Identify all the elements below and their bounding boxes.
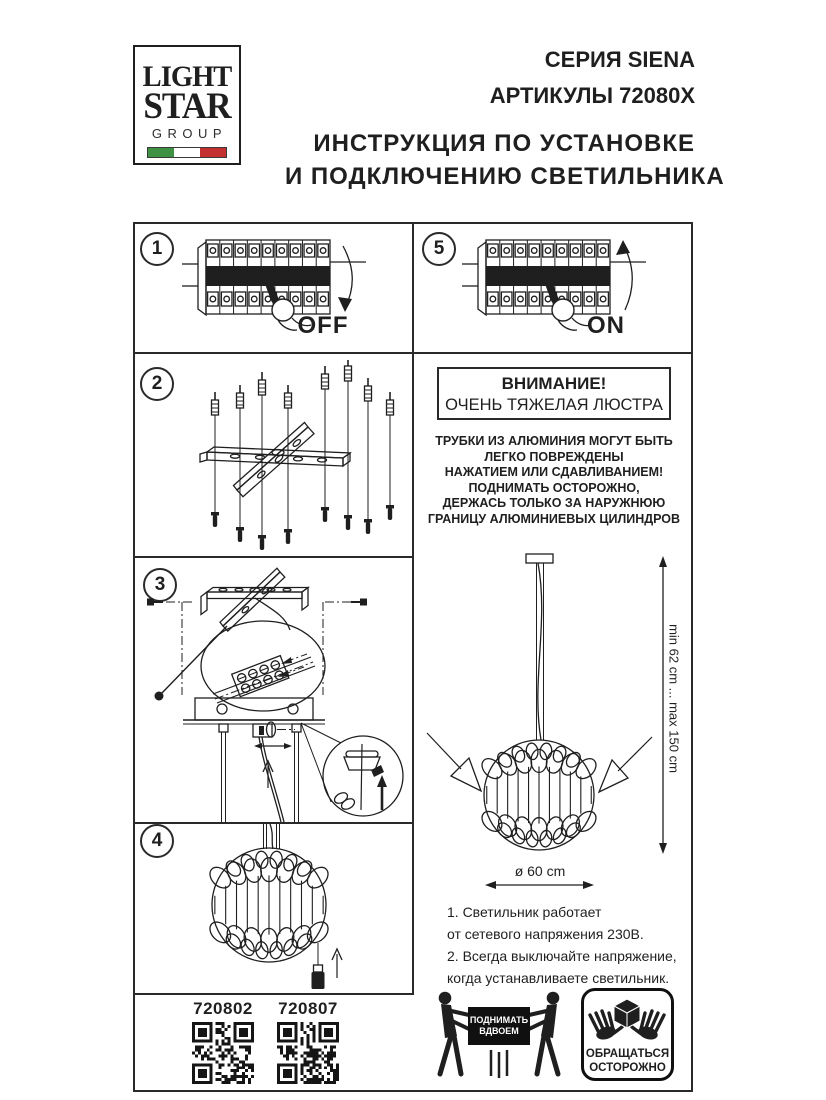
qr-label-720802: 720802 xyxy=(193,999,253,1018)
step-2-marker: 2 xyxy=(140,367,174,401)
qr-code-720802 xyxy=(192,1022,254,1084)
step-4-marker: 4 xyxy=(140,824,174,858)
main-title-line2: И ПОДКЛЮЧЕНИЮ СВЕТИЛЬНИКА xyxy=(285,163,725,190)
hands-holding-box-icon xyxy=(584,995,671,1041)
italian-flag-icon xyxy=(147,147,227,158)
canopy-assembly-drawing xyxy=(135,558,410,822)
warning-box xyxy=(437,367,671,420)
logo-word-light: LIGHT xyxy=(142,60,232,93)
document-header xyxy=(285,42,725,193)
note-line: когда устанавливаете светильник. xyxy=(447,970,670,986)
note-line: 1. Светильник работает xyxy=(447,904,602,920)
articles-title: АРТИКУЛЫ 72080X xyxy=(489,83,695,108)
off-label: OFF xyxy=(297,312,349,339)
step-1-marker: 1 xyxy=(140,232,174,266)
logo-word-star: STAR xyxy=(143,86,231,127)
care-label-line1: ОБРАЩАТЬСЯ xyxy=(585,1048,670,1060)
chandelier-dimensions-drawing xyxy=(415,548,693,900)
warning-line: ТРУБКИ ИЗ АЛЮМИНИЯ МОГУТ БЫТЬ xyxy=(435,434,673,448)
height-dimension-label: min 62 cm ... max 150 cm xyxy=(666,624,682,773)
note-line: 2. Всегда выключайте напряжение, xyxy=(447,948,677,964)
qr-code-720807 xyxy=(277,1022,339,1084)
lift-label-line1: ПОДНИМАТЬ xyxy=(469,1015,529,1025)
column-divider xyxy=(412,224,414,995)
bracket-anchors-drawing xyxy=(140,360,405,552)
warning-line: ЛЕГКО ПОВРЕЖДЕНЫ xyxy=(484,449,624,464)
series-title: СЕРИЯ SIENA xyxy=(544,47,695,72)
warning-line: НАЖАТИЕМ ИЛИ СДАВЛИВАНИЕМ! xyxy=(444,465,664,479)
warning-text xyxy=(418,434,690,527)
usage-notes xyxy=(447,901,697,989)
handle-with-care-badge xyxy=(581,988,674,1081)
logo-word-group: GROUP xyxy=(151,126,228,141)
lift-label-line2: ВДВОЕМ xyxy=(479,1026,519,1036)
warning-subtitle: ОЧЕНЬ ТЯЖЕЛАЯ ЛЮСТРА xyxy=(445,396,663,414)
warning-line: ПОДНИМАТЬ ОСТОРОЖНО, xyxy=(468,480,640,495)
row-divider-4 xyxy=(135,993,412,995)
row-divider-1 xyxy=(135,352,691,354)
diameter-dimension-label: ø 60 cm xyxy=(514,863,566,879)
on-label: ON xyxy=(587,312,625,339)
warning-title: ВНИМАНИЕ! xyxy=(501,374,607,393)
qr-label-720807: 720807 xyxy=(278,999,338,1018)
chandelier-connect-drawing xyxy=(135,824,410,991)
step-5-marker: 5 xyxy=(422,232,456,266)
warning-line: ГРАНИЦУ АЛЮМИНИЕВЫХ ЦИЛИНДРОВ xyxy=(427,511,681,526)
warning-line: ДЕРЖАСЬ ТОЛЬКО ЗА НАРУЖНЮЮ xyxy=(442,496,666,510)
care-label-line2: ОСТОРОЖНО xyxy=(589,1062,666,1074)
lift-label-box xyxy=(468,1007,530,1045)
main-title-line1: ИНСТРУКЦИЯ ПО УСТАНОВКЕ xyxy=(313,130,695,157)
lightstar-logo xyxy=(133,45,241,165)
note-line: от сетевого напряжения 230В. xyxy=(447,926,644,942)
step-3-marker: 3 xyxy=(143,568,177,602)
